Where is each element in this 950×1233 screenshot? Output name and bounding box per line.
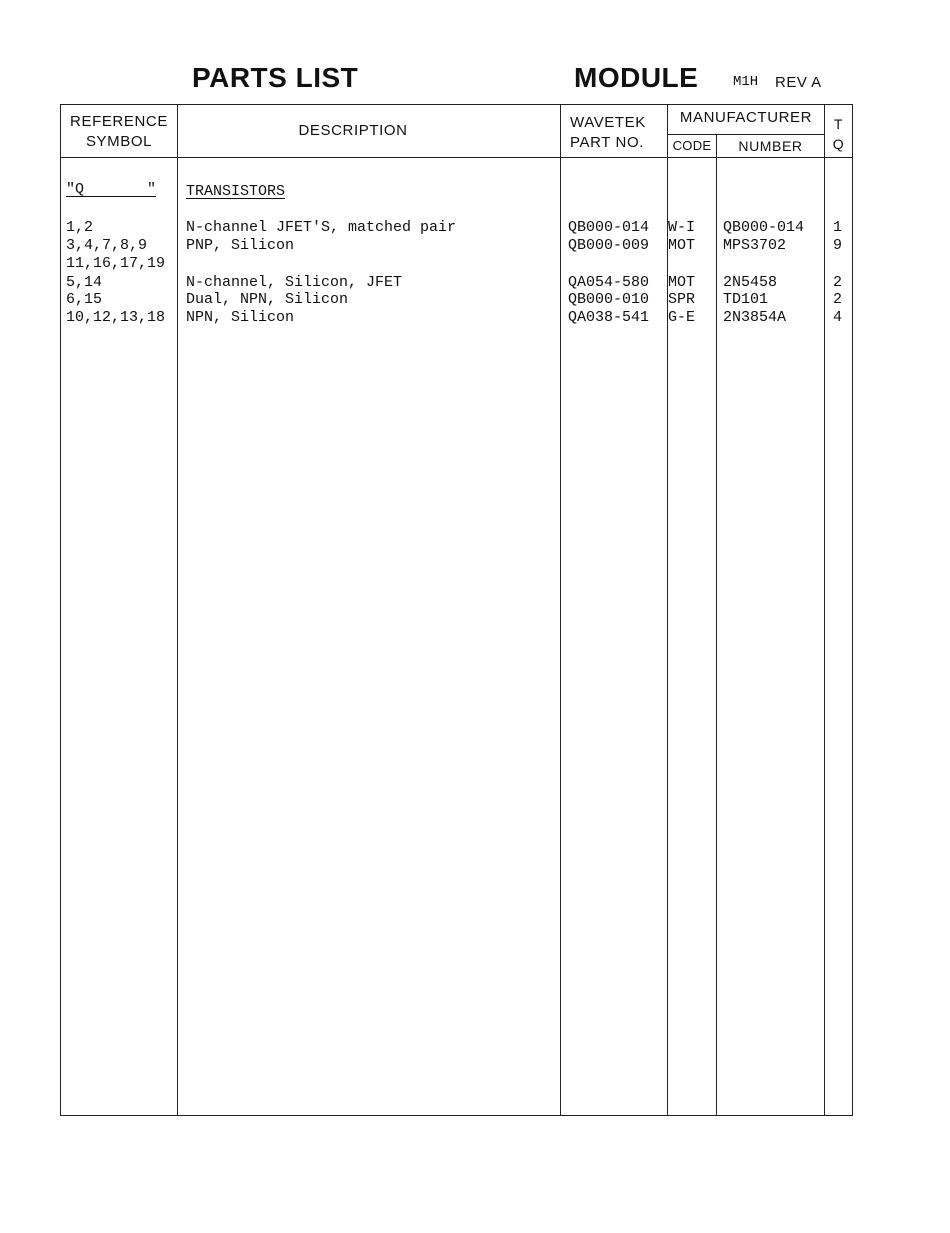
desc-cell: N-channel, Silicon, JFET xyxy=(186,274,403,291)
tq-header-line2: Q xyxy=(832,136,845,152)
reference-symbol-header xyxy=(61,112,177,152)
module-label: MODULE xyxy=(574,62,699,93)
tq-header-line1: T xyxy=(833,116,844,132)
ref-cell: 11,16,17,19 xyxy=(66,255,166,272)
code-cell: W-I xyxy=(668,219,696,236)
qty-cell: 1 xyxy=(833,219,843,236)
column-divider xyxy=(667,104,668,1116)
column-divider xyxy=(716,134,717,1116)
qty-cell: 9 xyxy=(833,237,843,254)
table-border-top xyxy=(60,104,853,105)
number-cell: 2N5458 xyxy=(723,274,778,291)
wavetek-header-line2: PART NO. xyxy=(570,134,644,151)
section-title: TRANSISTORS xyxy=(186,183,286,200)
qty-cell: 2 xyxy=(833,291,843,308)
module-id: M1H xyxy=(733,74,759,90)
part-cell: QA054-580 xyxy=(568,274,650,291)
part-cell: QB000-014 xyxy=(568,219,650,236)
code-cell: SPR xyxy=(668,291,696,308)
column-divider xyxy=(824,104,825,1116)
table-border-bottom xyxy=(60,1115,853,1116)
number-cell: TD101 xyxy=(723,291,769,308)
desc-cell: NPN, Silicon xyxy=(186,309,295,326)
wavetek-part-header xyxy=(561,113,667,153)
section-symbol: "Q " xyxy=(66,181,157,198)
reference-header-line2: SYMBOL xyxy=(85,133,153,150)
code-header: CODE xyxy=(672,138,712,153)
ref-cell: 1,2 xyxy=(66,219,94,236)
reference-header-line1: REFERENCE xyxy=(70,113,168,130)
qty-cell: 4 xyxy=(833,309,843,326)
header-bottom-line xyxy=(60,157,853,158)
number-header: NUMBER xyxy=(738,138,803,154)
description-header: DESCRIPTION xyxy=(298,122,408,139)
code-cell: MOT xyxy=(668,237,696,254)
page-title: PARTS LIST xyxy=(192,62,359,93)
number-cell: QB000-014 xyxy=(723,219,805,236)
revision-label: REV A xyxy=(775,74,822,91)
number-cell: MPS3702 xyxy=(723,237,787,254)
ref-cell: 5,14 xyxy=(66,274,103,291)
ref-cell: 3,4,7,8,9 xyxy=(66,237,148,254)
desc-cell: PNP, Silicon xyxy=(186,237,295,254)
ref-cell: 6,15 xyxy=(66,291,103,308)
table-border-right xyxy=(852,104,853,1116)
number-cell: 2N3854A xyxy=(723,309,787,326)
table-border-left xyxy=(60,104,61,1116)
desc-cell: N-channel JFET'S, matched pair xyxy=(186,219,457,236)
part-cell: QA038-541 xyxy=(568,309,650,326)
manufacturer-subheader-line xyxy=(667,134,825,135)
qty-cell: 2 xyxy=(833,274,843,291)
column-divider xyxy=(177,104,178,1116)
manufacturer-header: MANUFACTURER xyxy=(679,109,813,126)
code-cell: MOT xyxy=(668,274,696,291)
tq-header xyxy=(825,114,852,154)
part-cell: QB000-009 xyxy=(568,237,650,254)
desc-cell: Dual, NPN, Silicon xyxy=(186,291,349,308)
column-divider xyxy=(560,104,561,1116)
part-cell: QB000-010 xyxy=(568,291,650,308)
wavetek-header-line1: WAVETEK xyxy=(570,114,646,131)
code-cell: G-E xyxy=(668,309,696,326)
ref-cell: 10,12,13,18 xyxy=(66,309,166,326)
